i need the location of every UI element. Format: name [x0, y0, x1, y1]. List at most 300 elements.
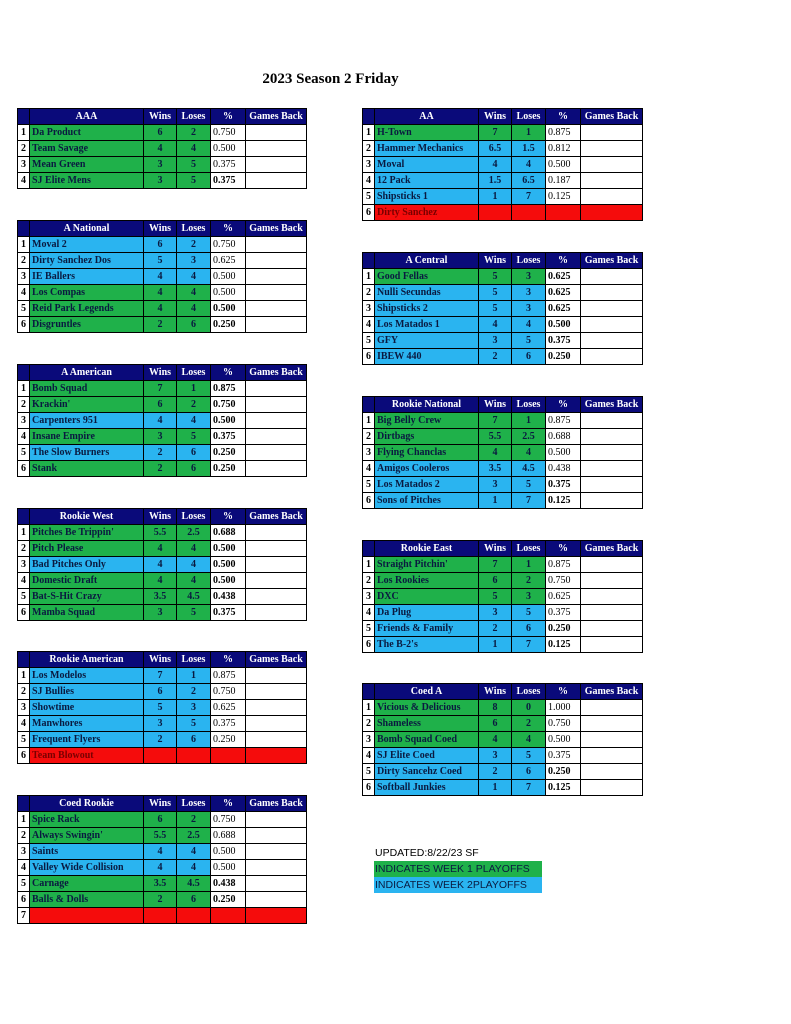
loses-cell: 4 — [177, 141, 211, 157]
team-name: Los Modelos — [30, 668, 144, 684]
games-back-cell — [246, 732, 307, 748]
pct-cell: 0.500 — [211, 557, 246, 573]
pct-cell — [211, 908, 246, 924]
table-row — [363, 189, 643, 205]
games-back-cell — [581, 732, 643, 748]
team-name: The B-2's — [375, 637, 479, 653]
table-row — [18, 684, 307, 700]
games-back-cell — [581, 557, 643, 573]
team-name: SJ Bullies — [30, 684, 144, 700]
table-row — [18, 397, 307, 413]
header-rank-cell — [18, 365, 30, 381]
pct-cell: 0.125 — [546, 493, 581, 509]
team-name: Good Fellas — [375, 269, 479, 285]
wins-cell: 2 — [144, 317, 177, 333]
wins-cell: 7 — [479, 125, 512, 141]
games-back-cell — [581, 573, 643, 589]
header-rank-cell — [18, 221, 30, 237]
loses-cell: 5 — [177, 605, 211, 621]
pct-cell — [546, 205, 581, 221]
table-row — [363, 157, 643, 173]
pct-cell: 0.500 — [211, 141, 246, 157]
rank-cell: 1 — [363, 413, 375, 429]
table-row — [363, 716, 643, 732]
wins-cell: 5 — [479, 301, 512, 317]
rank-cell: 1 — [18, 237, 30, 253]
table-row — [18, 732, 307, 748]
table-row — [18, 445, 307, 461]
rank-cell: 2 — [363, 285, 375, 301]
games-back-cell — [581, 445, 643, 461]
wins-cell: 6 — [479, 716, 512, 732]
loses-cell — [177, 748, 211, 764]
wins-cell: 4 — [144, 844, 177, 860]
games-back-cell — [246, 285, 307, 301]
rank-cell: 1 — [18, 668, 30, 684]
table-row — [363, 461, 643, 477]
wins-cell: 8 — [479, 700, 512, 716]
wins-cell: 4 — [479, 317, 512, 333]
team-name: Los Matados 1 — [375, 317, 479, 333]
games-back-cell — [246, 589, 307, 605]
pct-cell: 0.688 — [546, 429, 581, 445]
pct-cell: 0.500 — [546, 445, 581, 461]
pct-cell: 0.500 — [211, 844, 246, 860]
wins-cell: 4 — [144, 860, 177, 876]
games-back-cell — [246, 397, 307, 413]
games-back-cell — [581, 461, 643, 477]
rank-cell: 2 — [18, 828, 30, 844]
header-rank-cell — [18, 509, 30, 525]
pct-cell: 0.375 — [546, 333, 581, 349]
pct-cell: 0.750 — [546, 716, 581, 732]
pct-cell: 0.500 — [211, 860, 246, 876]
header-row — [363, 253, 643, 269]
games-back-cell — [581, 764, 643, 780]
header-games-back: Games Back — [246, 109, 307, 125]
loses-cell: 3 — [512, 301, 546, 317]
pct-cell: 0.625 — [546, 285, 581, 301]
loses-cell: 5 — [512, 333, 546, 349]
games-back-cell — [581, 621, 643, 637]
loses-cell: 1 — [512, 557, 546, 573]
games-back-cell — [581, 125, 643, 141]
wins-cell: 3 — [479, 605, 512, 621]
rank-cell: 6 — [18, 892, 30, 908]
header-wins: Wins — [479, 684, 512, 700]
pct-cell: 0.250 — [211, 892, 246, 908]
pct-cell: 0.750 — [211, 125, 246, 141]
games-back-cell — [246, 141, 307, 157]
games-back-cell — [246, 573, 307, 589]
header-games-back: Games Back — [246, 509, 307, 525]
division-name: Rookie National — [375, 397, 479, 413]
header-loses: Loses — [177, 221, 211, 237]
wins-cell: 4 — [479, 445, 512, 461]
wins-cell: 4 — [144, 557, 177, 573]
team-name: Shameless — [375, 716, 479, 732]
table-row — [363, 445, 643, 461]
loses-cell: 4 — [512, 157, 546, 173]
rank-cell: 3 — [18, 557, 30, 573]
team-name: Moval 2 — [30, 237, 144, 253]
rank-cell: 2 — [363, 573, 375, 589]
team-name: Hammer Mechanics — [375, 141, 479, 157]
wins-cell: 2 — [479, 764, 512, 780]
table-row — [18, 557, 307, 573]
rank-cell: 2 — [363, 716, 375, 732]
games-back-cell — [246, 812, 307, 828]
pct-cell: 0.250 — [211, 461, 246, 477]
rank-cell: 1 — [18, 812, 30, 828]
wins-cell: 1 — [479, 780, 512, 796]
loses-cell: 3 — [512, 589, 546, 605]
games-back-cell — [581, 141, 643, 157]
table-row — [363, 748, 643, 764]
header-rank-cell — [18, 796, 30, 812]
table-row — [18, 748, 307, 764]
rank-cell: 6 — [363, 493, 375, 509]
header-pct: % — [211, 109, 246, 125]
table-row — [18, 269, 307, 285]
table-row — [363, 349, 643, 365]
rank-cell: 4 — [363, 317, 375, 333]
wins-cell: 3 — [479, 477, 512, 493]
division-name: A American — [30, 365, 144, 381]
table-row — [18, 828, 307, 844]
team-name: Always Swingin' — [30, 828, 144, 844]
games-back-cell — [246, 605, 307, 621]
header-wins: Wins — [144, 652, 177, 668]
games-back-cell — [246, 253, 307, 269]
team-name: Dirty Sancehz Coed — [375, 764, 479, 780]
division-name: Rookie American — [30, 652, 144, 668]
header-loses: Loses — [177, 796, 211, 812]
rank-cell: 1 — [18, 125, 30, 141]
pct-cell: 0.375 — [546, 605, 581, 621]
rank-cell: 4 — [363, 748, 375, 764]
standings-table-coed-rookie — [17, 795, 307, 924]
rank-cell: 5 — [363, 477, 375, 493]
header-loses: Loses — [512, 397, 546, 413]
pct-cell: 0.250 — [211, 445, 246, 461]
table-row — [18, 605, 307, 621]
loses-cell: 6 — [512, 764, 546, 780]
header-wins: Wins — [479, 397, 512, 413]
loses-cell: 1.5 — [512, 141, 546, 157]
table-row — [18, 541, 307, 557]
wins-cell: 7 — [144, 668, 177, 684]
pct-cell — [211, 748, 246, 764]
loses-cell: 4 — [177, 413, 211, 429]
table-row — [18, 812, 307, 828]
wins-cell: 4 — [144, 541, 177, 557]
games-back-cell — [246, 908, 307, 924]
team-name: Pitch Please — [30, 541, 144, 557]
pct-cell: 0.875 — [546, 413, 581, 429]
games-back-cell — [246, 844, 307, 860]
wins-cell: 3.5 — [144, 876, 177, 892]
team-name: Dirty Sanchez Dos — [30, 253, 144, 269]
games-back-cell — [246, 413, 307, 429]
wins-cell: 3 — [144, 716, 177, 732]
pct-cell: 0.125 — [546, 189, 581, 205]
rank-cell: 4 — [363, 461, 375, 477]
table-row — [18, 589, 307, 605]
wins-cell: 6 — [144, 684, 177, 700]
team-name: Valley Wide Collision — [30, 860, 144, 876]
loses-cell: 4 — [177, 269, 211, 285]
wins-cell: 4 — [144, 573, 177, 589]
games-back-cell — [246, 892, 307, 908]
rank-cell: 5 — [363, 189, 375, 205]
team-name: Amigos Cooleros — [375, 461, 479, 477]
header-loses: Loses — [512, 253, 546, 269]
loses-cell: 2 — [177, 397, 211, 413]
rank-cell: 6 — [363, 205, 375, 221]
table-row — [363, 429, 643, 445]
games-back-cell — [246, 381, 307, 397]
pct-cell: 0.250 — [211, 732, 246, 748]
loses-cell: 4 — [512, 732, 546, 748]
division-name: A National — [30, 221, 144, 237]
wins-cell: 1 — [479, 493, 512, 509]
wins-cell: 5 — [144, 253, 177, 269]
games-back-cell — [246, 541, 307, 557]
table-row — [18, 876, 307, 892]
table-row — [363, 269, 643, 285]
team-name: IBEW 440 — [375, 349, 479, 365]
table-row — [363, 732, 643, 748]
wins-cell — [144, 748, 177, 764]
rank-cell: 3 — [18, 413, 30, 429]
rank-cell: 4 — [18, 860, 30, 876]
table-row — [18, 908, 307, 924]
pct-cell: 0.500 — [546, 732, 581, 748]
team-name: Krackin' — [30, 397, 144, 413]
rank-cell: 2 — [18, 684, 30, 700]
pct-cell: 0.625 — [546, 269, 581, 285]
games-back-cell — [581, 477, 643, 493]
games-back-cell — [246, 525, 307, 541]
header-pct: % — [546, 109, 581, 125]
loses-cell — [177, 908, 211, 924]
header-row — [363, 397, 643, 413]
standings-table-coed-a — [362, 683, 643, 796]
loses-cell: 6 — [512, 621, 546, 637]
team-name: 12 Pack — [375, 173, 479, 189]
team-name: Los Compas — [30, 285, 144, 301]
rank-cell: 1 — [18, 381, 30, 397]
games-back-cell — [581, 333, 643, 349]
rank-cell: 3 — [18, 700, 30, 716]
games-back-cell — [581, 780, 643, 796]
games-back-cell — [246, 301, 307, 317]
header-games-back: Games Back — [246, 652, 307, 668]
table-row — [18, 157, 307, 173]
team-name: Bomb Squad — [30, 381, 144, 397]
rank-cell: 6 — [18, 317, 30, 333]
table-row — [363, 205, 643, 221]
table-row — [18, 700, 307, 716]
loses-cell: 1 — [177, 668, 211, 684]
header-loses: Loses — [512, 109, 546, 125]
loses-cell: 4.5 — [512, 461, 546, 477]
loses-cell: 4 — [177, 573, 211, 589]
pct-cell: 0.250 — [211, 317, 246, 333]
pct-cell: 0.375 — [546, 477, 581, 493]
legend — [374, 845, 542, 893]
team-name: Mamba Squad — [30, 605, 144, 621]
header-wins: Wins — [479, 541, 512, 557]
loses-cell: 4 — [177, 860, 211, 876]
games-back-cell — [581, 157, 643, 173]
pct-cell: 0.688 — [211, 828, 246, 844]
wins-cell: 4 — [479, 157, 512, 173]
team-name: Vicious & Delicious — [375, 700, 479, 716]
rank-cell: 4 — [18, 173, 30, 189]
pct-cell: 0.500 — [211, 541, 246, 557]
standings-table-rookie-east — [362, 540, 643, 653]
games-back-cell — [581, 716, 643, 732]
header-row — [18, 109, 307, 125]
loses-cell: 1 — [177, 381, 211, 397]
wins-cell: 3 — [479, 748, 512, 764]
loses-cell: 4 — [512, 317, 546, 333]
games-back-cell — [246, 828, 307, 844]
loses-cell: 4 — [177, 285, 211, 301]
rank-cell: 4 — [363, 173, 375, 189]
games-back-cell — [246, 684, 307, 700]
wins-cell: 2 — [144, 461, 177, 477]
team-name: Balls & Dolls — [30, 892, 144, 908]
team-name: Insane Empire — [30, 429, 144, 445]
pct-cell: 0.875 — [546, 557, 581, 573]
wins-cell: 3.5 — [144, 589, 177, 605]
wins-cell: 5.5 — [144, 525, 177, 541]
team-name: Dirty Sanchez — [375, 205, 479, 221]
games-back-cell — [581, 637, 643, 653]
page-title: 2023 Season 2 Friday — [262, 71, 399, 87]
table-row — [363, 493, 643, 509]
team-name: Straight Pitchin' — [375, 557, 479, 573]
pct-cell: 0.750 — [546, 573, 581, 589]
table-row — [18, 173, 307, 189]
header-pct: % — [211, 796, 246, 812]
header-loses: Loses — [177, 509, 211, 525]
wins-cell: 6 — [144, 237, 177, 253]
team-name: Softball Junkies — [375, 780, 479, 796]
wins-cell: 5 — [479, 285, 512, 301]
games-back-cell — [581, 349, 643, 365]
pct-cell: 0.375 — [211, 429, 246, 445]
pct-cell: 0.250 — [546, 349, 581, 365]
pct-cell: 0.375 — [211, 605, 246, 621]
rank-cell: 6 — [18, 748, 30, 764]
table-row — [363, 141, 643, 157]
table-row — [18, 461, 307, 477]
loses-cell: 7 — [512, 493, 546, 509]
loses-cell: 2 — [512, 716, 546, 732]
wins-cell: 5.5 — [479, 429, 512, 445]
header-rank-cell — [363, 109, 375, 125]
team-name: IE Ballers — [30, 269, 144, 285]
team-name: Reid Park Legends — [30, 301, 144, 317]
header-rank-cell — [363, 253, 375, 269]
rank-cell: 4 — [363, 605, 375, 621]
table-row — [363, 413, 643, 429]
loses-cell: 2 — [177, 684, 211, 700]
header-games-back: Games Back — [246, 221, 307, 237]
header-wins: Wins — [479, 253, 512, 269]
table-row — [363, 621, 643, 637]
table-row — [363, 700, 643, 716]
team-name: Carpenters 951 — [30, 413, 144, 429]
standings-table-rookie-american — [17, 651, 307, 764]
games-back-cell — [581, 413, 643, 429]
rank-cell: 1 — [363, 269, 375, 285]
pct-cell: 0.375 — [211, 157, 246, 173]
header-row — [18, 509, 307, 525]
loses-cell: 2 — [177, 237, 211, 253]
team-name: Team Savage — [30, 141, 144, 157]
wins-cell: 6 — [144, 125, 177, 141]
team-name: Carnage — [30, 876, 144, 892]
team-name: Dirtbags — [375, 429, 479, 445]
rank-cell: 5 — [18, 301, 30, 317]
loses-cell: 5 — [512, 477, 546, 493]
team-name: Flying Chanclas — [375, 445, 479, 461]
wins-cell: 3 — [144, 429, 177, 445]
wins-cell: 7 — [144, 381, 177, 397]
standings-table-a-american — [17, 364, 307, 477]
pct-cell: 0.500 — [546, 317, 581, 333]
pct-cell: 0.187 — [546, 173, 581, 189]
team-name: Domestic Draft — [30, 573, 144, 589]
wins-cell — [144, 908, 177, 924]
header-games-back: Games Back — [581, 541, 643, 557]
games-back-cell — [246, 157, 307, 173]
games-back-cell — [246, 317, 307, 333]
rank-cell: 4 — [18, 429, 30, 445]
header-wins: Wins — [144, 796, 177, 812]
table-row — [18, 301, 307, 317]
loses-cell: 5 — [177, 157, 211, 173]
games-back-cell — [246, 173, 307, 189]
team-name: SJ Elite Mens — [30, 173, 144, 189]
updated-note: UPDATED:8/22/23 SF — [375, 847, 479, 859]
division-name: AAA — [30, 109, 144, 125]
loses-cell: 4 — [177, 844, 211, 860]
team-name: Frequent Flyers — [30, 732, 144, 748]
team-name: Da Plug — [375, 605, 479, 621]
header-rank-cell — [363, 541, 375, 557]
header-wins: Wins — [144, 365, 177, 381]
table-row — [363, 317, 643, 333]
loses-cell: 3 — [512, 269, 546, 285]
header-pct: % — [546, 541, 581, 557]
loses-cell: 2 — [177, 812, 211, 828]
team-name: Manwhores — [30, 716, 144, 732]
loses-cell — [512, 205, 546, 221]
wins-cell: 3 — [144, 605, 177, 621]
table-row — [363, 333, 643, 349]
pct-cell: 0.500 — [211, 269, 246, 285]
wins-cell: 4 — [144, 141, 177, 157]
loses-cell: 4 — [177, 557, 211, 573]
games-back-cell — [246, 461, 307, 477]
table-row — [18, 141, 307, 157]
